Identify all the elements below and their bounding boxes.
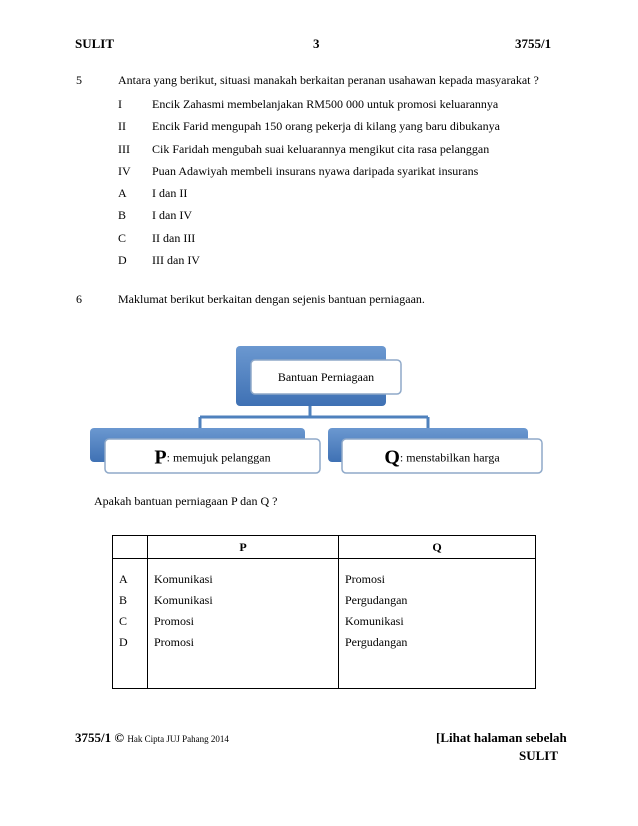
option-label: A	[118, 186, 127, 200]
footer-copyright-symbol: ©	[114, 730, 125, 745]
row-p-value: Promosi	[154, 635, 195, 649]
p-column	[148, 559, 339, 689]
business-aid-diagram	[88, 340, 548, 480]
label-column	[113, 559, 148, 689]
header-cell-blank	[113, 536, 148, 559]
option-label: C	[118, 230, 127, 245]
row-q-value: Komunikasi	[345, 614, 404, 628]
row-q-value: Pergudangan	[345, 635, 408, 649]
q-column	[339, 559, 536, 689]
row-label: A	[119, 572, 128, 586]
statement-text: Puan Adawiyah membeli insurans nyawa daripada syarikat insurans	[152, 163, 479, 178]
row-label: D	[119, 635, 128, 649]
left-text: : memujuk pelanggan	[166, 450, 271, 465]
row-q-value: Pergudangan	[345, 593, 408, 607]
statement-label: IV	[118, 163, 131, 178]
footer-left	[75, 730, 229, 746]
option-text: I dan II	[152, 186, 188, 200]
page-number: 3	[313, 36, 320, 51]
footer-sulit: SULIT	[519, 748, 559, 763]
root-label: Bantuan Perniagaan	[277, 370, 375, 384]
footer-next-page: [Lihat halaman sebelah	[436, 730, 567, 745]
statement-label: I	[118, 97, 122, 111]
row-q-value: Promosi	[345, 572, 386, 586]
q6-question: Apakah bantuan perniagaan P dan Q ?	[94, 494, 278, 508]
row-label: C	[119, 614, 128, 628]
row-p-value: Promosi	[154, 614, 195, 628]
statement-text: Cik Faridah mengubah suai keluarannya mengikut cita rasa pelanggan	[152, 141, 490, 156]
right-letter: Q	[384, 446, 400, 469]
table-header-row	[113, 536, 536, 559]
header-sulit: SULIT	[75, 36, 115, 51]
option-text: I dan IV	[152, 208, 192, 223]
statement-label: III	[118, 141, 130, 156]
right-text: : menstabilkan harga	[399, 450, 500, 465]
q5-stem: Antara yang berikut, situasi manakah berkaitan peranan usahawan kepada masyarakat ?	[118, 73, 539, 87]
right-label	[342, 439, 542, 473]
header-cell-q: Q	[339, 536, 536, 559]
row-p-value: Komunikasi	[154, 572, 213, 586]
q5-number: 5	[76, 73, 82, 87]
q6-stem: Maklumat berikut berkaitan dengan sejenis bantuan perniagaan.	[118, 292, 425, 306]
table-body-row	[113, 559, 536, 689]
row-label: B	[119, 593, 128, 607]
left-label	[105, 439, 320, 473]
row-p-value: Komunikasi	[154, 593, 213, 607]
answer-table	[112, 535, 536, 689]
paper-code: 3755/1	[515, 36, 552, 51]
option-label: B	[118, 208, 127, 223]
q6-number: 6	[76, 292, 82, 306]
header-cell-p: P	[148, 536, 339, 559]
option-label: D	[118, 252, 127, 267]
left-letter: P	[154, 446, 167, 469]
statement-label: II	[118, 119, 126, 134]
footer-code: 3755/1	[75, 730, 112, 745]
statement-text: Encik Farid mengupah 150 orang pekerja di kilang yang baru dibukanya	[152, 119, 500, 134]
option-text: III dan IV	[152, 252, 200, 267]
footer-copyright-text: Hak Cipta JUJ Pahang 2014	[127, 734, 229, 744]
statement-text: Encik Zahasmi membelanjakan RM500 000 untuk promosi keluarannya	[152, 97, 499, 111]
option-text: II dan III	[152, 230, 196, 245]
